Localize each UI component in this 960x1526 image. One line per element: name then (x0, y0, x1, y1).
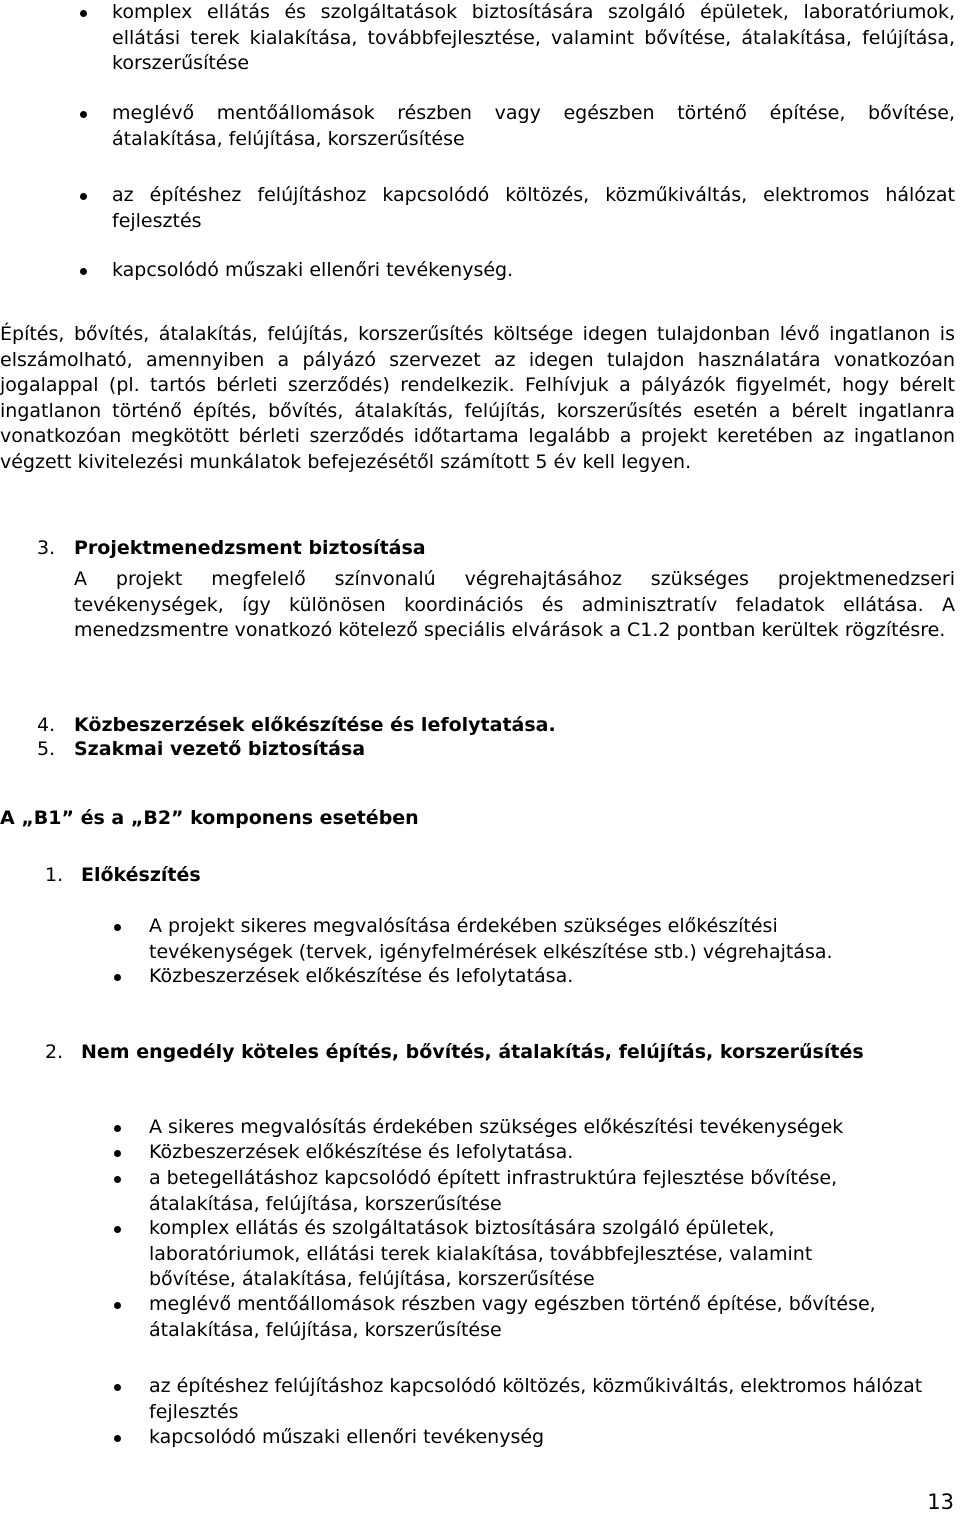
bullet-icon (114, 1176, 121, 1183)
bullet-icon (80, 111, 87, 118)
sub-2-title: Nem engedély köteles építés, bővítés, átalakítás, felújítás, korszerűsítés (81, 1041, 864, 1063)
list-item: komplex ellátás és szolgáltatások biztosítására szolgáló épületek, laboratóriumok, ellátási terek kialakítása, továbbfejlesztése, valamint bővítése, átalakítása, felújítása, korszerűsítése (149, 1217, 813, 1290)
list-item: meglévő mentőállomások részben vagy egészben történő építése, bővítése, átalakítása, felújítása, korszerűsítése (112, 102, 955, 150)
bullet-icon (114, 1125, 121, 1132)
section-4-number: 4. (37, 714, 56, 736)
sub-1-title: Előkészítés (81, 864, 201, 886)
list-item: kapcsolódó műszaki ellenőri tevékenység (149, 1426, 545, 1448)
section-3-title: Projektmenedzsment biztosítása (74, 537, 426, 559)
sub-1-number: 1. (45, 864, 64, 886)
bullet-icon (114, 924, 121, 931)
section-4-title: Közbeszerzések előkészítése és lefolytatása. (74, 714, 556, 736)
bullet-icon (114, 1226, 121, 1233)
bullet-icon (114, 1435, 121, 1442)
bullet-icon (114, 1302, 121, 1309)
section-3-number: 3. (37, 537, 56, 559)
list-item: A sikeres megvalósítás érdekében szükséges előkészítési tevékenységek (149, 1116, 844, 1138)
list-item: kapcsolódó műszaki ellenőri tevékenység. (112, 259, 514, 281)
bullet-icon (114, 1150, 121, 1157)
bullet-icon (114, 974, 121, 981)
list-item: Közbeszerzések előkészítése és lefolytatása. (149, 1141, 574, 1163)
component-heading: A „B1” és a „B2” komponens esetében (0, 807, 419, 829)
section-5-number: 5. (37, 738, 56, 760)
page-number: 13 (927, 1490, 954, 1514)
section-3-body: A projekt megfelelő színvonalú végrehajtásához szükséges projektmenedzseri tevékenységek, így különösen koordinációs és adminisztratív feladatok ellátása. A menedzsmentre vonatkozó kötelező speciális elvárások a C1.2 pontban kerültek rögzítésre. (74, 568, 955, 641)
list-item: meglévő mentőállomások részben vagy egészben történő építése, bővítése, átalakítása, felújítása, korszerűsítése (149, 1293, 876, 1341)
list-item: komplex ellátás és szolgáltatások biztosítására szolgáló épületek, laboratóriumok, ellátási terek kialakítása, továbbfejlesztése, valamint bővítése, átalakítása, felújítása, korszerűsítése (112, 1, 955, 74)
bullet-icon (80, 10, 87, 17)
list-item: az építéshez felújításhoz kapcsolódó költözés, közműkiváltás, elektromos hálózat fejlesztés (112, 184, 955, 232)
bullet-icon (114, 1384, 121, 1391)
list-item: A projekt sikeres megvalósítása érdekében szükséges előkészítési tevékenységek (tervek, igényfelmérések elkészítése stb.) végrehajtása. (149, 915, 833, 963)
section-5-title: Szakmai vezető biztosítása (74, 738, 366, 760)
list-item: Közbeszerzések előkészítése és lefolytatása. (149, 965, 574, 987)
list-item: az építéshez felújításhoz kapcsolódó költözés, közműkiváltás, elektromos hálózat fejlesztés (149, 1375, 923, 1423)
bullet-icon (80, 268, 87, 275)
bullet-icon (80, 193, 87, 200)
list-item: a betegellátáshoz kapcsolódó épített infrastruktúra fejlesztése bővítése, átalakítása, felújítása, korszerűsítése (149, 1167, 838, 1215)
sub-2-number: 2. (45, 1041, 64, 1063)
body-paragraph: Építés, bővítés, átalakítás, felújítás, korszerűsítés költsége idegen tulajdonban lévő ingatlanon is elszámolható, amennyiben a pályázó szervezet az idegen tulajdon használatára vonatkozóan jogalappal (pl. tartós bérleti szerződés) rendelkezik. Felhívjuk a pályázók figyelmét, hogy bérelt ingatlanon történő építés, bővítés, átalakítás, felújítás, korszerűsítés esetén a bérelt ingatlanra vonatkozóan megkötött bérleti szerződés időtartama legalább a projekt keretében az ingatlanon végzett kivitelezési munkálatok befejezésétől számított 5 év kell legyen. (0, 323, 955, 473)
